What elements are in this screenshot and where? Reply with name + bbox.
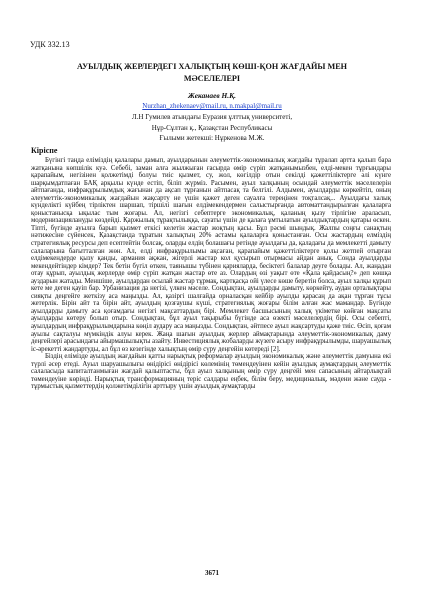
title-line-2: МӘСЕЛЕЛЕРІ [183,74,241,83]
paragraph: Бүгінгі таңда еліміздің қалалары дамып, ауылдарынын әлеуметтік-экономикалық жағдайы тұралап артта қалып бара жатқанына көпшілік куә. Себебі, заман алға жылжыған ғасырда өмір сүріп жатқанымызбен, елді-мекен тұрғындары қарапайым, негізінен қолжетімді болуы тиіс қызмет, су, жол, көгілдір отын секілді қажеттіліктерге әлі күнге шарқымдатпаған БАҚ арқылы күнде естіп, біліп жүрміз. Расымен, ауыл халқының осындай әлеуметтік мәселелерін айтпағанда, инфрақұрылымдық жағынан да ақсап тұрғанын айтпасақ та белгілі. Алдымен, ауылдарды көркейтіп, оның әлеуметтік-экономикалық жағдайын жақсарту не үшін қажет деген сауалға тереңінен тоқталсақ... Ауылдағы халық күнделікті күйбең тірліктен шаршап, тіршілі шағын елдімекендермен салыстырғанда автоматтандырылған қалаларға қоныстанысқа ықылас тым жоғары. Ал, негізгі себептерге экономикалық, қаланың қызу тірлігіне араласып, модернизациялануды көздейді. Қаржылық тұрақтылыққа, сауаты үшін де қалаға ұмтылатын ауылдықтардың қатары өскен. Тіпті, бүгінде ауылға барып қызмет еткісі келетін жастар жоқтың қасы. Бұл рәсмі шындық. Жалпы соңғы санақтың нәтижесіне сүйенсек, Қазақстанда тұратын халықтың 20% астамы қалаларға қоныстанған. Осы жастардың елміздің стратегиялық ресурсы деп есептейтін болсақ, оларды елдің болашағы ретінде ауылдағы да, қаладағы да мемлекетті дамыту салаларына бағытталған жөн. Ал, елді инфрақұрылымы ақсаған, қарапайым қажеттіліктерге қолы жетпей отырған елдімекендерде қызу қанды, армания ақжан, жігерлі жастар кол қусырып отырмасы айдан анық. Сонда ауылдарды мекендейтіндер кімдер? Тек бетін бүгіл өткен, таянышы түбінен қарияларда, бесіктегі балалар деуге болады. Ал, жаңадан отау құрып, ауылдық жерлерде өмір сүріп жатқан жастар өте аз. Олардың өзі уақыт өте «Қала қайдасың?» деп көшқа ауздарын жатады. Меншіше, ауылдардан осылай жастар тұрмақ, картқасқа ойі үлесе көше беретін болса, ауыл халқы құрып кете ме деген қауіп бар. Урбанизация да негізі, үлкен мәселе. Сондықтан, ауылдарды дамыту, көркейту, аудан орталықтары сияқты деңгейге жеткізу аса маңызды. Ал, қазіргі шалғайда орналасқан кейбір ауылды қарасаң да ақан тұрған тұсы жетерлік. Бірін айт та бірін айт, ауылдың қозғаушы күші, стратегиялық жоғары білім алған жас мамандар. Бүгінде ауылдарды дамыту аса қоғамдағы негізгі мақсаттардың бірі. Мемлекет басшысының халық үкіметке көйған мақсаты ауылдарды көтеру болып отыр. Сондықтан, бұл ауыл тақырыбы бүгінде аса өзекті мәселелердің бірі. Осы себепті, ауылдардың инфрақұрылымдарына көңіл аудару аса маңызды. Сондықтан, әйтпесе ауыл жақсартуды қаже тиіс. Өсіп, қоғам ауылы сақталуы мүмкіндік алуы керек. Жаңа шағын ауылдық жерлер аймақтарында әлеуметтік-экономикалық даму деңгейлері арасындағы айырмашылықты азайту. Инвестициялық жобаларды жүзеге асыру инфрақұрылымды, шаруашылық іс-әрекетті жандартуды, ал бұл өз кезегінде халықтың өмір сүру деңгейін көтереді [2]. [31,157,391,353]
affiliation-supervisor: Ғылыми жетекші: Нұркенова М.Ж. [159,134,265,142]
author-name: Жеканаев Н.Қ. [187,91,236,100]
affiliation-block [0,112,424,144]
paragraph: Біздің елімізде ауылдың жағдайын қатты нарықтық реформалар ауылдың экономикалық және әлеуметтік дамуына екі түрлі әсер етеді. Ауыл шаруашылығы өнідірісі өнідірісі көлемінің төмендеуінен кейін ауылдық аумақтардың әлеуметтік салаласыда капиталтанмыған жағдай қалыптасты, бұл ауыл халқының өмір сүру деңгейі мен сапасының айтарлықтай төмендеуіне көрінді. Нарықтық трансформацияның теріс салдары еңбек, білім беру, медициналық, мәдени және сауда - тұрмыстық қызметтердің қолжетімділігін арттыру үшін ауылдық аумақтарды [31,353,391,391]
section-heading: Кіріспе [31,146,58,155]
paper-title [0,61,424,85]
affiliation-university: Л.Н Гумилев атындағы Еуразия ұлттық университеті, [131,113,293,121]
affiliation-city: Нұр-Сұлтан қ., Қазақстан Республикасы [151,123,273,132]
author-emails[interactable]: Nurzhan_zhekenaev@mail.ru, n.makpal@mail.ru [142,102,282,110]
page-number: 3671 [205,569,219,577]
title-line-1: АУЫЛДЫҚ ЖЕРЛЕРДЕГІ ХАЛЫҚТЫҢ КӨШІ-ҚОН ЖАҒДАЙЫ МЕН [76,62,348,71]
body-text [31,157,391,391]
udk-code: УДК 332.13 [30,40,70,49]
